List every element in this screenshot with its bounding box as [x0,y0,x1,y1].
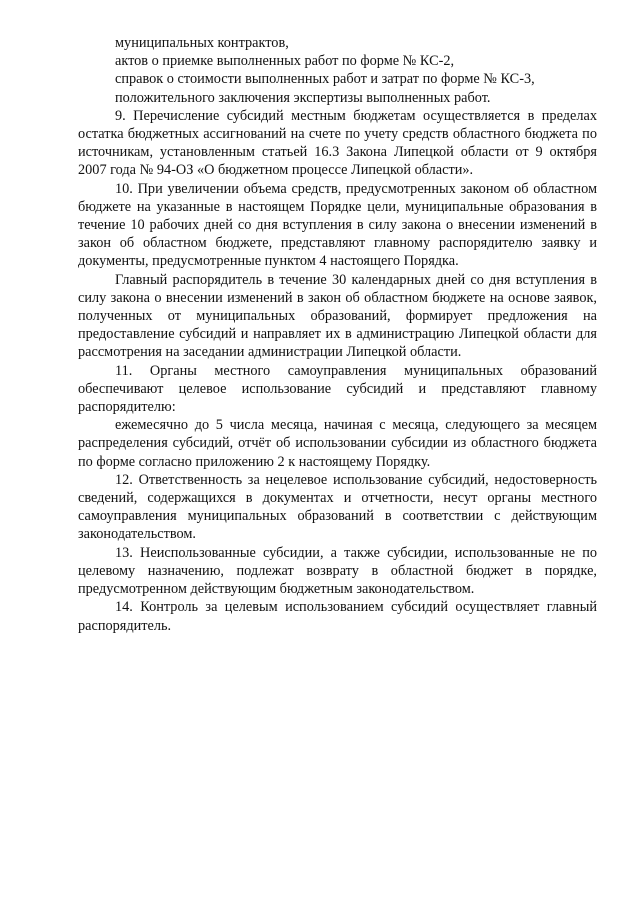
list-item-ks3-certificates: справок о стоимости выполненных работ и затрат по форме № КС-3, [115,71,535,88]
paragraph-13: 13. Неиспользованные субсидии, а также субсидии, использованные не по целевому назначению, подлежат возврату в областной бюджет в порядке, предусмотренном действующим бюджетным законодательством. [78,544,597,598]
document-page [78,34,597,635]
paragraph-10-continued: Главный распорядитель в течение 30 календарных дней со дня вступления в силу закона о внесении изменений в закон об областном бюджете на основе заявок, полученных от муниципальных образований, формирует предложения на предоставление субсидий и направляет их в администрацию Липецкой области для рассмотрения на заседании администрации Липецкой области. [78,271,597,361]
paragraph-14: 14. Контроль за целевым использованием субсидий осуществляет главный распорядитель. [78,599,597,634]
list-item-contracts: муниципальных контрактов, [115,35,289,51]
paragraph-11: 11. Органы местного самоуправления муниципальных образований обеспечивают целевое использование субсидий и представляют главному распорядителю: [78,362,597,416]
paragraph-11-monthly-report: ежемесячно до 5 числа месяца, начиная с месяца, следующего за месяцем распределения субсидий, отчёт об использовании субсидии из областного бюджета по форме согласно приложению 2 к настоящему Порядку. [78,417,597,470]
list-item-expert-conclusion: положительного заключения экспертизы выполненных работ. [115,89,491,106]
paragraph-10: 10. При увеличении объема средств, предусмотренных законом об областном бюджете на указанные в настоящем Порядке цели, муниципальные образования в течение 10 рабочих дней со дня вступления в силу закона о внесении изменений в закон об областном бюджете, представляют главному распорядителю заявку и документы, предусмотренные пунктом 4 настоящего Порядка. [78,180,597,270]
paragraph-9: 9. Перечисление субсидий местным бюджетам осуществляется в пределах остатка бюджетных ассигнований на счете по учету средств областного бюджета по источникам, установленным статьей 16.3 Закона Липецкой области от 9 октября 2007 года № 94-ОЗ «О бюджетном процессе Липецкой области». [78,107,597,179]
list-item-ks2-acts: актов о приемке выполненных работ по форме № КС-2, [115,53,455,70]
paragraph-12: 12. Ответственность за нецелевое использование субсидий, недостоверность сведений, содержащихся в документах и отчетности, несут органы местного самоуправления муниципальных образований в соответствии с действующим законодательством. [78,471,597,543]
